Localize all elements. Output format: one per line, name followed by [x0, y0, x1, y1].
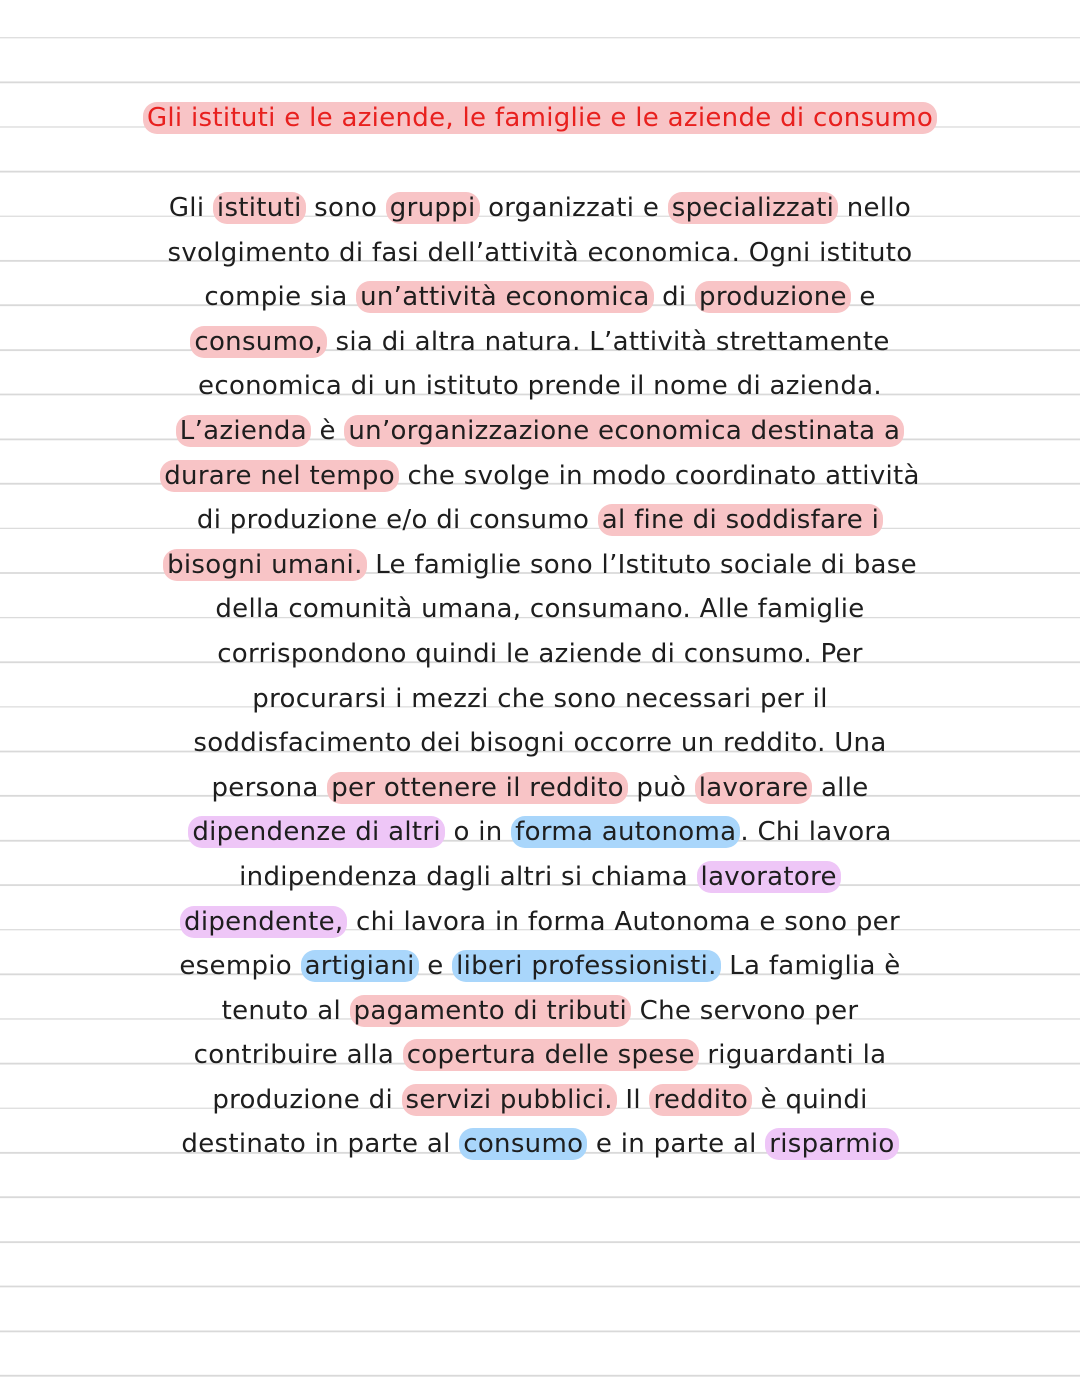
highlighted-term: dipendenze di altri	[188, 816, 445, 848]
highlighted-term: gruppi	[386, 192, 480, 224]
highlighted-term: specializzati	[668, 192, 839, 224]
text-segment: Le famiglie sono l’Istituto sociale di base	[366, 549, 917, 580]
text-line	[0, 587, 1080, 632]
text-segment: riguardanti la	[698, 1040, 887, 1071]
title-highlight: Gli istituti e le aziende, le famiglie e le aziende di consumo	[143, 102, 937, 134]
text-segment: La famiglia è	[720, 951, 901, 982]
text-segment: persona	[211, 772, 328, 803]
text-segment: che svolge in modo coordinato attività	[398, 460, 920, 491]
text-line	[0, 766, 1080, 811]
text-segment: e in parte al	[587, 1129, 766, 1160]
highlighted-term: artigiani	[301, 950, 419, 982]
highlighted-term: per ottenere il reddito	[327, 772, 628, 804]
text-segment: è	[310, 415, 345, 446]
text-segment: e	[850, 282, 876, 313]
text-line	[0, 275, 1080, 320]
text-line	[0, 989, 1080, 1034]
highlighted-term: reddito	[649, 1084, 752, 1116]
highlighted-term: al fine di soddisfare i	[598, 504, 883, 536]
text-line	[0, 1078, 1080, 1123]
highlighted-term: servizi pubblici.	[402, 1084, 617, 1116]
text-segment: economica di un istituto prende il nome di azienda.	[198, 371, 882, 402]
text-segment: alle	[812, 772, 869, 803]
text-segment: corrispondono quindi le aziende di consumo. Per	[217, 638, 863, 669]
highlighted-term: produzione	[695, 281, 851, 313]
text-segment: è quindi	[752, 1084, 868, 1115]
text-line	[0, 543, 1080, 588]
text-line	[0, 1033, 1080, 1078]
text-segment: soddisfacimento dei bisogni occorre un reddito. Una	[193, 728, 887, 759]
highlighted-term: istituti	[213, 192, 306, 224]
text-segment: di produzione e/o di consumo	[196, 505, 598, 536]
highlighted-term: durare nel tempo	[160, 460, 399, 492]
text-line	[0, 186, 1080, 231]
highlighted-term: consumo	[459, 1128, 587, 1160]
text-segment: produzione di	[212, 1084, 402, 1115]
highlighted-term: copertura delle spese	[403, 1039, 699, 1071]
highlighted-term: L’azienda	[176, 415, 311, 447]
text-segment: Il	[616, 1084, 650, 1115]
text-segment: tenuto al	[221, 995, 350, 1026]
text-segment: . Chi lavora	[740, 817, 892, 848]
highlighted-term: consumo,	[190, 326, 327, 358]
highlighted-term: liberi professionisti.	[452, 950, 721, 982]
highlighted-term: un’attività economica	[356, 281, 653, 313]
text-line	[0, 320, 1080, 365]
text-line	[0, 944, 1080, 989]
text-segment: chi lavora in forma Autonoma e sono per	[347, 906, 900, 937]
text-segment: sono	[305, 193, 386, 223]
text-line	[0, 632, 1080, 677]
text-segment: della comunità umana, consumano. Alle famiglie	[215, 594, 865, 625]
body-paragraph	[0, 186, 1080, 1167]
highlighted-term: risparmio	[765, 1128, 898, 1160]
text-line	[0, 409, 1080, 454]
highlighted-term: lavoratore	[697, 861, 841, 893]
text-line	[0, 900, 1080, 945]
text-line	[0, 855, 1080, 900]
highlighted-term: forma autonoma	[511, 816, 740, 848]
text-segment: esempio	[179, 951, 301, 982]
text-line	[0, 721, 1080, 766]
text-line	[0, 810, 1080, 855]
text-segment: e	[418, 951, 453, 982]
text-segment: nello	[838, 193, 912, 223]
text-segment: sia di altra natura. L’attività strettamente	[326, 326, 890, 357]
highlighted-term: pagamento di tributi	[350, 995, 632, 1027]
text-line	[0, 1122, 1080, 1167]
highlighted-term: bisogni umani.	[163, 549, 367, 581]
text-segment: può	[627, 772, 695, 803]
text-line	[0, 364, 1080, 409]
text-segment: Gli	[168, 193, 213, 223]
text-segment: procurarsi i mezzi che sono necessari per il	[252, 683, 828, 714]
text-segment: destinato in parte al	[181, 1129, 460, 1160]
highlighted-term: un’organizzazione economica destinata a	[344, 415, 904, 447]
highlighted-term: dipendente,	[180, 906, 347, 938]
text-segment: Che servono per	[631, 995, 859, 1026]
text-segment: o in	[444, 817, 512, 848]
highlighted-term: lavorare	[695, 772, 813, 804]
page-title	[0, 96, 1080, 140]
text-segment: organizzati e	[479, 193, 668, 223]
text-line	[0, 454, 1080, 499]
text-segment: svolgimento di fasi dell’attività economica. Ogni istituto	[167, 237, 913, 268]
text-segment: di	[653, 282, 696, 313]
text-segment: contribuire alla	[193, 1040, 403, 1071]
text-segment: compie sia	[204, 282, 357, 313]
text-line	[0, 677, 1080, 722]
text-line	[0, 498, 1080, 543]
text-segment: indipendenza dagli altri si chiama	[239, 861, 697, 892]
text-line	[0, 231, 1080, 276]
